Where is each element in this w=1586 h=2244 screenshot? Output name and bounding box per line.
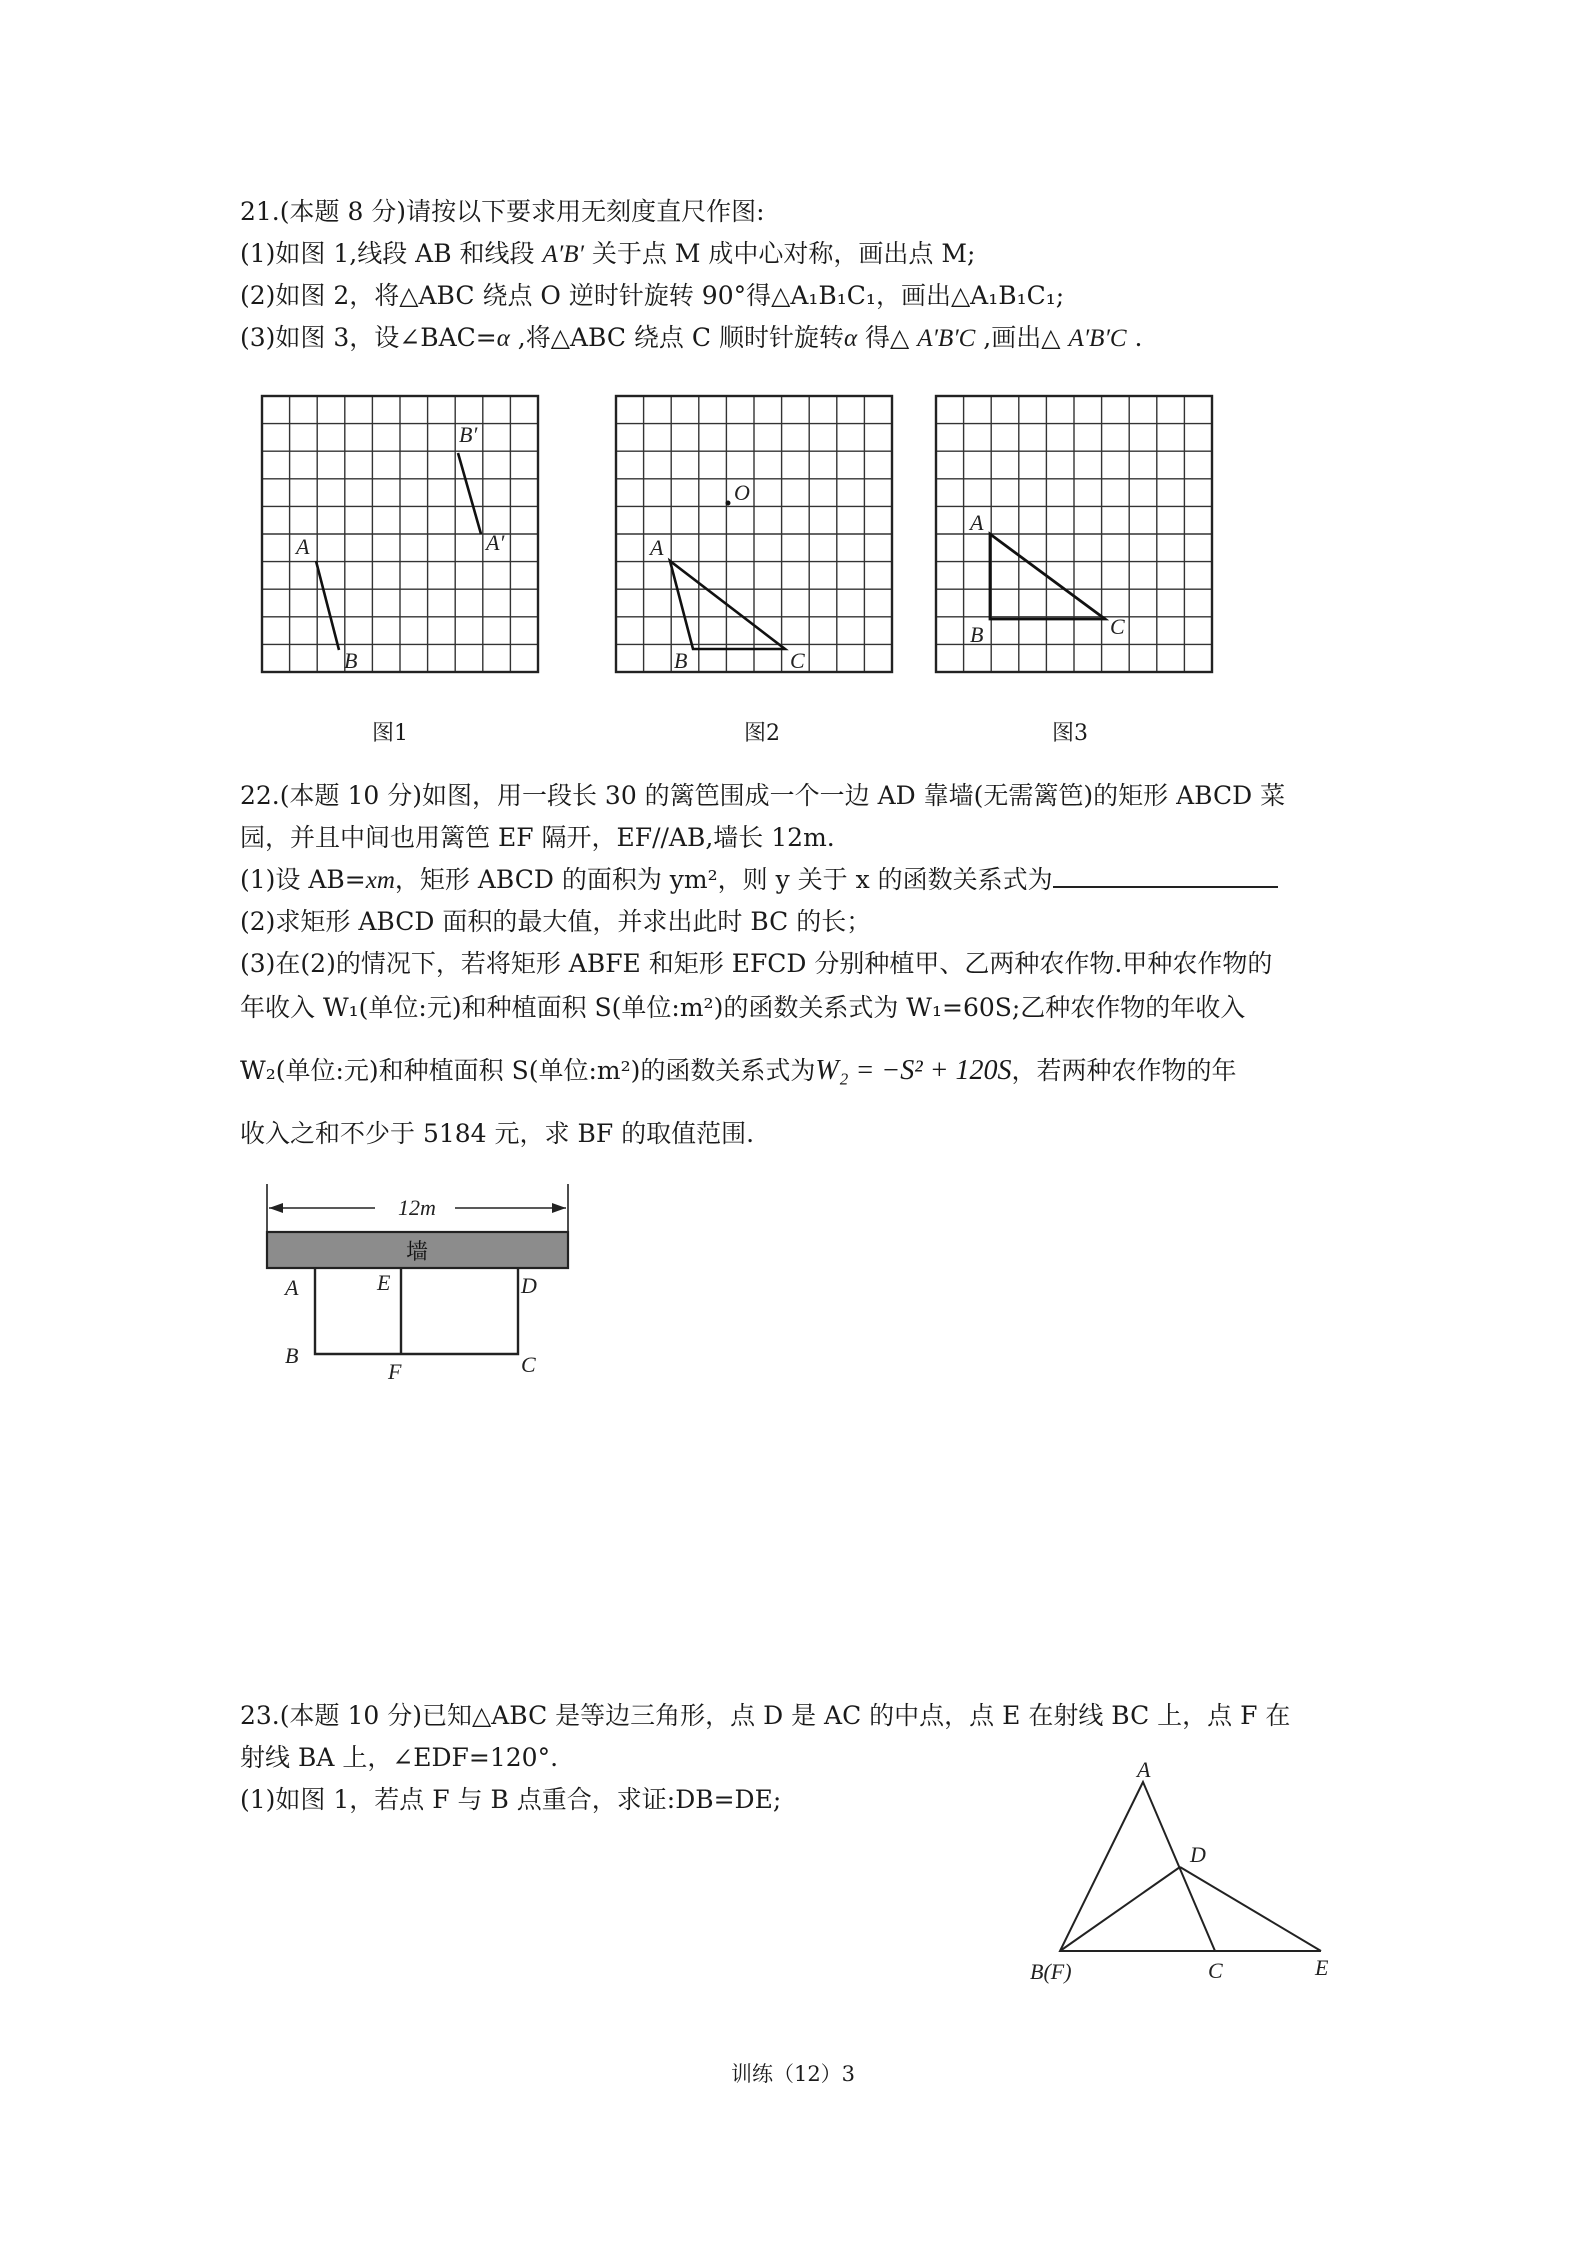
answer-blank[interactable]	[1053, 864, 1278, 888]
q22-formula-w2: W₂ = −S² + 120S	[815, 1055, 1012, 1086]
q22-heading: 22.(本题 10 分)如图，用一段长 30 的篱笆围成一个一边 AD 靠墙(无需篱笆)的矩形 ABCD 菜	[240, 781, 1286, 810]
label-c: C	[1208, 1958, 1223, 1983]
label-a: A	[970, 510, 984, 535]
label-a: A	[1137, 1762, 1151, 1782]
triangle-abc	[670, 561, 785, 649]
q22-line7-post: ，若两种农作物的年	[1011, 1056, 1237, 1085]
grid-figure-1	[258, 392, 548, 682]
q22-part1	[240, 864, 1278, 897]
triangle-abc	[990, 534, 1105, 619]
page-footer: 训练（12）3	[730, 2062, 856, 2086]
label-b-prime: B′	[459, 422, 478, 447]
q22-line6: 年收入 W₁(单位:元)和种植面积 S(单位:m²)的函数关系式为 W₁=60S;乙种农作物的年收入	[240, 993, 1246, 1022]
q21-heading: 21.(本题 8 分)请按以下要求用无刻度直尺作图:	[240, 197, 765, 226]
q21-part3-d: ,画出△	[975, 323, 1069, 352]
segment-a1b1	[458, 453, 481, 534]
point-o	[726, 501, 731, 506]
q21-part3-alpha: α	[496, 325, 510, 352]
label-e: E	[1315, 1955, 1329, 1980]
q21-part3-tri2: A′B′C	[1068, 325, 1127, 352]
label-a: A	[650, 535, 664, 560]
label-a: A	[285, 1275, 299, 1300]
label-b: B	[970, 622, 984, 647]
q21-figure-1	[258, 392, 548, 682]
q21-part3-b: ,将△ABC 绕点 C 顺时针旋转	[509, 323, 844, 352]
fence-abcd	[315, 1268, 518, 1354]
q21-part3-c: 得△	[857, 323, 918, 352]
q21-part3-alpha2: α	[843, 325, 858, 352]
q21-part1-math: A′B′	[542, 241, 584, 268]
label-b: B	[285, 1343, 299, 1368]
q22-part1-math: xm	[365, 867, 395, 894]
q23-part1: (1)如图 1，若点 F 与 B 点重合，求证:DB=DE;	[240, 1785, 782, 1814]
q22-figure	[255, 1180, 595, 1385]
label-d: D	[521, 1273, 537, 1298]
label-a: A	[296, 534, 310, 559]
garden-figure	[255, 1180, 595, 1385]
triangle-figure	[1010, 1762, 1380, 1992]
q21-part3	[240, 322, 1143, 355]
q21-figure-2	[612, 392, 902, 682]
caption-figure-1: 图1	[372, 721, 408, 746]
q22-part1-post: ，矩形 ABCD 的面积为 ym²，则 y 关于 x 的函数关系式为	[394, 865, 1053, 894]
grid-figure-2	[612, 392, 902, 682]
grid-figure-3	[932, 392, 1222, 682]
q21-part2: (2)如图 2，将△ABC 绕点 O 逆时针旋转 90°得△A₁B₁C₁，画出△A₁B₁C₁;	[240, 281, 1065, 310]
q22-part2: (2)求矩形 ABCD 面积的最大值，并求出此时 BC 的长；	[240, 907, 872, 936]
q22-line2: 园，并且中间也用篱笆 EF 隔开，EF//AB,墙长 12m.	[240, 823, 835, 852]
caption-figure-3: 图3	[1052, 721, 1088, 746]
label-b: B	[674, 648, 688, 673]
label-a-prime: A′	[486, 530, 505, 555]
q23-heading: 23.(本题 10 分)已知△ABC 是等边三角形，点 D 是 AC 的中点，点 E 在射线 BC 上，点 F 在	[240, 1701, 1291, 1730]
label-o: O	[734, 480, 750, 505]
q21-part1	[240, 238, 975, 271]
q22-part1-pre: (1)设 AB=	[240, 865, 366, 894]
length-label: 12m	[398, 1195, 436, 1220]
q22-line7	[240, 1055, 1237, 1087]
label-c: C	[521, 1352, 536, 1377]
q22-line8: 收入之和不少于 5184 元，求 BF 的取值范围.	[240, 1119, 755, 1148]
q21-part1-pre: (1)如图 1,线段 AB 和线段	[240, 239, 543, 268]
wall-label: 墙	[405, 1240, 429, 1265]
q21-part3-e: .	[1126, 323, 1143, 352]
q22-part3: (3)在(2)的情况下，若将矩形 ABFE 和矩形 EFCD 分别种植甲、乙两种农作物.甲种农作物的	[240, 949, 1273, 978]
q21-part1-post: 关于点 M 成中心对称，画出点 M;	[583, 239, 976, 268]
q23-line2: 射线 BA 上，∠EDF=120°.	[240, 1743, 559, 1772]
caption-figure-2: 图2	[744, 721, 780, 746]
label-c: C	[790, 648, 805, 673]
label-bf: B(F)	[1030, 1959, 1072, 1984]
label-c: C	[1110, 614, 1125, 639]
label-e: E	[377, 1270, 391, 1295]
label-d: D	[1190, 1842, 1206, 1867]
q23-figure	[1010, 1762, 1380, 1992]
label-b: B	[344, 648, 358, 673]
q21-figure-3	[932, 392, 1222, 682]
segment-ab	[316, 561, 339, 650]
q21-part3-a: (3)如图 3，设∠BAC=	[240, 323, 497, 352]
q21-part3-tri: A′B′C	[917, 325, 976, 352]
q22-line7-pre: W₂(单位:元)和种植面积 S(单位:m²)的函数关系式为	[240, 1056, 816, 1085]
label-f: F	[388, 1359, 402, 1384]
